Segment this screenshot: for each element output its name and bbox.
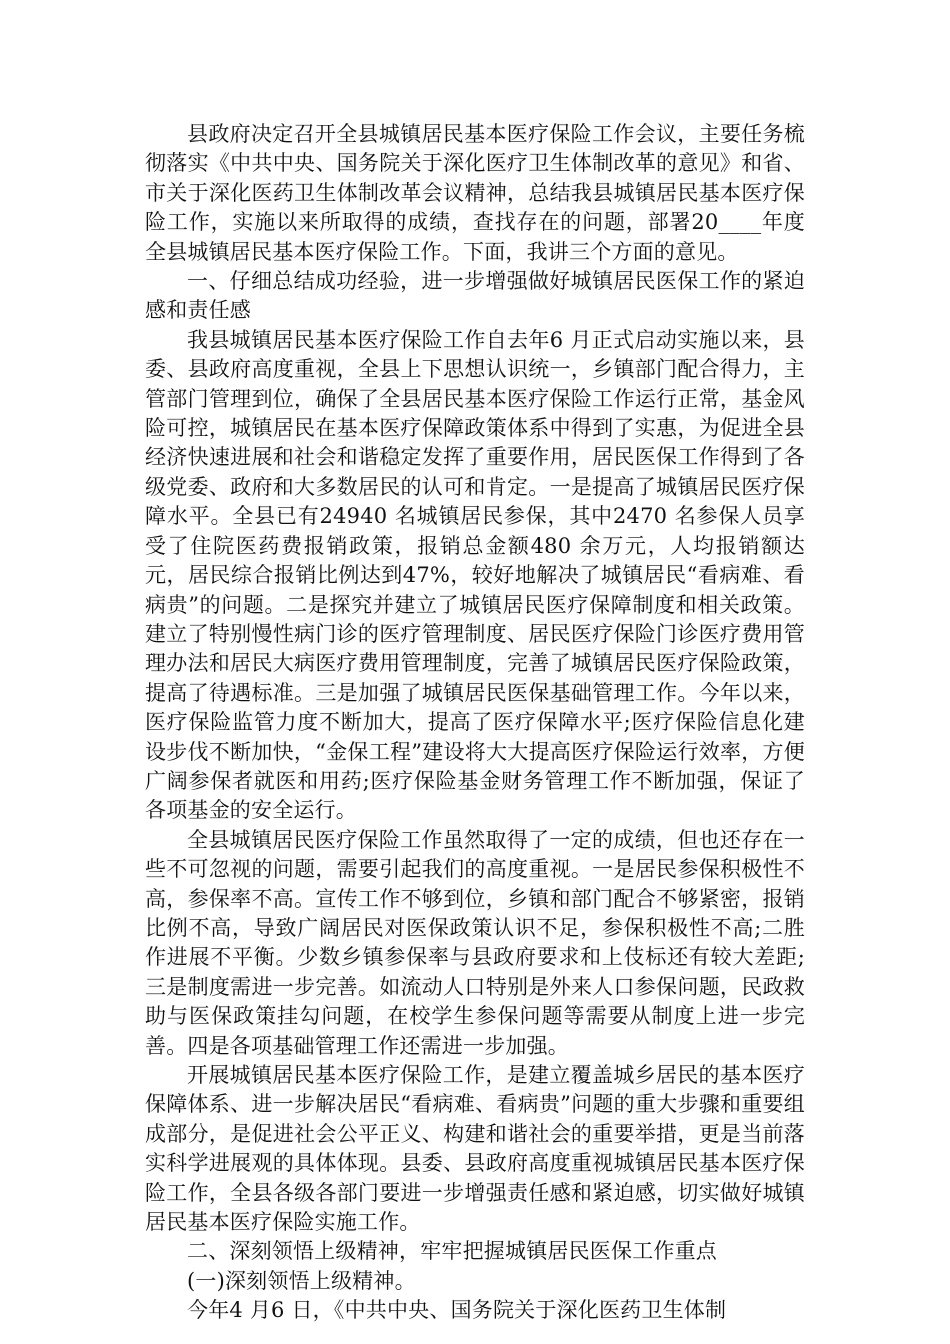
section-heading-two: 二、深刻领悟上级精神，牢牢把握城镇居民医保工作重点 [187,1239,717,1264]
paragraph-problems: 全县城镇居民医疗保险工作虽然取得了一定的成绩，但也还存在一些不可忽视的问题，需要引起我们的高度重视。一是居民参保积极性不高，参保率不高。宣传工作不够到位，乡镇和部门配合不够紧密，报销比例不高，导致广阔居民对医保政策认识不足，参保积极性不高;二胜作进展不平衡。少数乡镇参保率与县政府要求和上伎标还有较大差距;三是制度需进一步完善。如流动人口特别是外来人口参保问题，民政救助与医保政策挂勾问题，在校学生参保问题等需要从制度上进一步完善。四是各项基础管理工作还需进一步加强。 [145,827,805,1058]
section-heading-one: 一、仔细总结成功经验，进一步增强做好城镇居民医保工作的紧迫感和责任感 [145,269,805,323]
paragraph-achievements: 我县城镇居民基本医疗保险工作自去年6 月正式启动实施以来，县委、县政府高度重视，全县上下思想认识统一，乡镇部门配合得力，主管部门管理到位，确保了全县居民基本医疗保险工作运行正常，基金风险可控，城镇居民在基本医疗保障政策体系中得到了实惠，为促进全县经济快速进展和社会和谐稳定发挥了重要作用，居民医保工作得到了各级党委、政府和大多数居民的认可和肯定。一是提高了城镇居民医疗保障水平。全县已有24940 名城镇居民参保，其中2470 名参保人员享受了住院医药费报销政策，报销总金额480 余万元，人均报销额达 元，居民综合报销比例达到47%，较好地解决了城镇居民“看病难、看病贵”的问题。二是探究并建立了城镇居民医疗保障制度和相关政策。建立了特别慢性病门诊的医疗管理制度、居民医疗保险门诊医疗费用管理办法和居民大病医疗费用管理制度，完善了城镇居民医疗保险政策，提高了待遇标准。三是加强了城镇居民医保基础管理工作。今年以来，医疗保险监管力度不断加大，提高了医疗保障水平;医疗保险信息化建设步伐不断加快，“金保工程”建设将大大提高医疗保险运行效率，方便广阔参保者就医和用药;医疗保险基金财务管理工作不断加强，保证了各项基金的安全运行。 [145,327,805,823]
paragraph-policy: 今年4 月6 日，《中共中央、国务院关于深化医药卫生体制 [187,1298,727,1323]
paragraph-significance: 开展城镇居民基本医疗保险工作，是建立覆盖城乡居民的基本医疗保障体系、进一步解决居民“看病难、看病贵”问题的重大步骤和重要组成部分，是促进社会公平正义、构建和谐社会的重要举措，更是当前落实科学进展观的具体体现。县委、县政府高度重视城镇居民基本医疗保险工作，全县各级各部门要进一步增强责任感和紧迫感，切实做好城镇居民基本医疗保险实施工作。 [145,1063,805,1235]
paragraph-intro: 县政府决定召开全县城镇居民基本医疗保险工作会议，主要任务梳彻落实《中共中央、国务院关于深化医疗卫生体制改革的意见》和省、市关于深化医药卫生体制改革会议精神，总结我县城镇居民基本医疗保险工作，实施以来所取得的成绩，查找存在的问题，部署20____年度全县城镇居民基本医疗保险工作。下面，我讲三个方面的意见。 [145,122,805,264]
document-body [145,120,805,1326]
subsection-heading: (一)深刻领悟上级精神。 [187,1268,416,1293]
